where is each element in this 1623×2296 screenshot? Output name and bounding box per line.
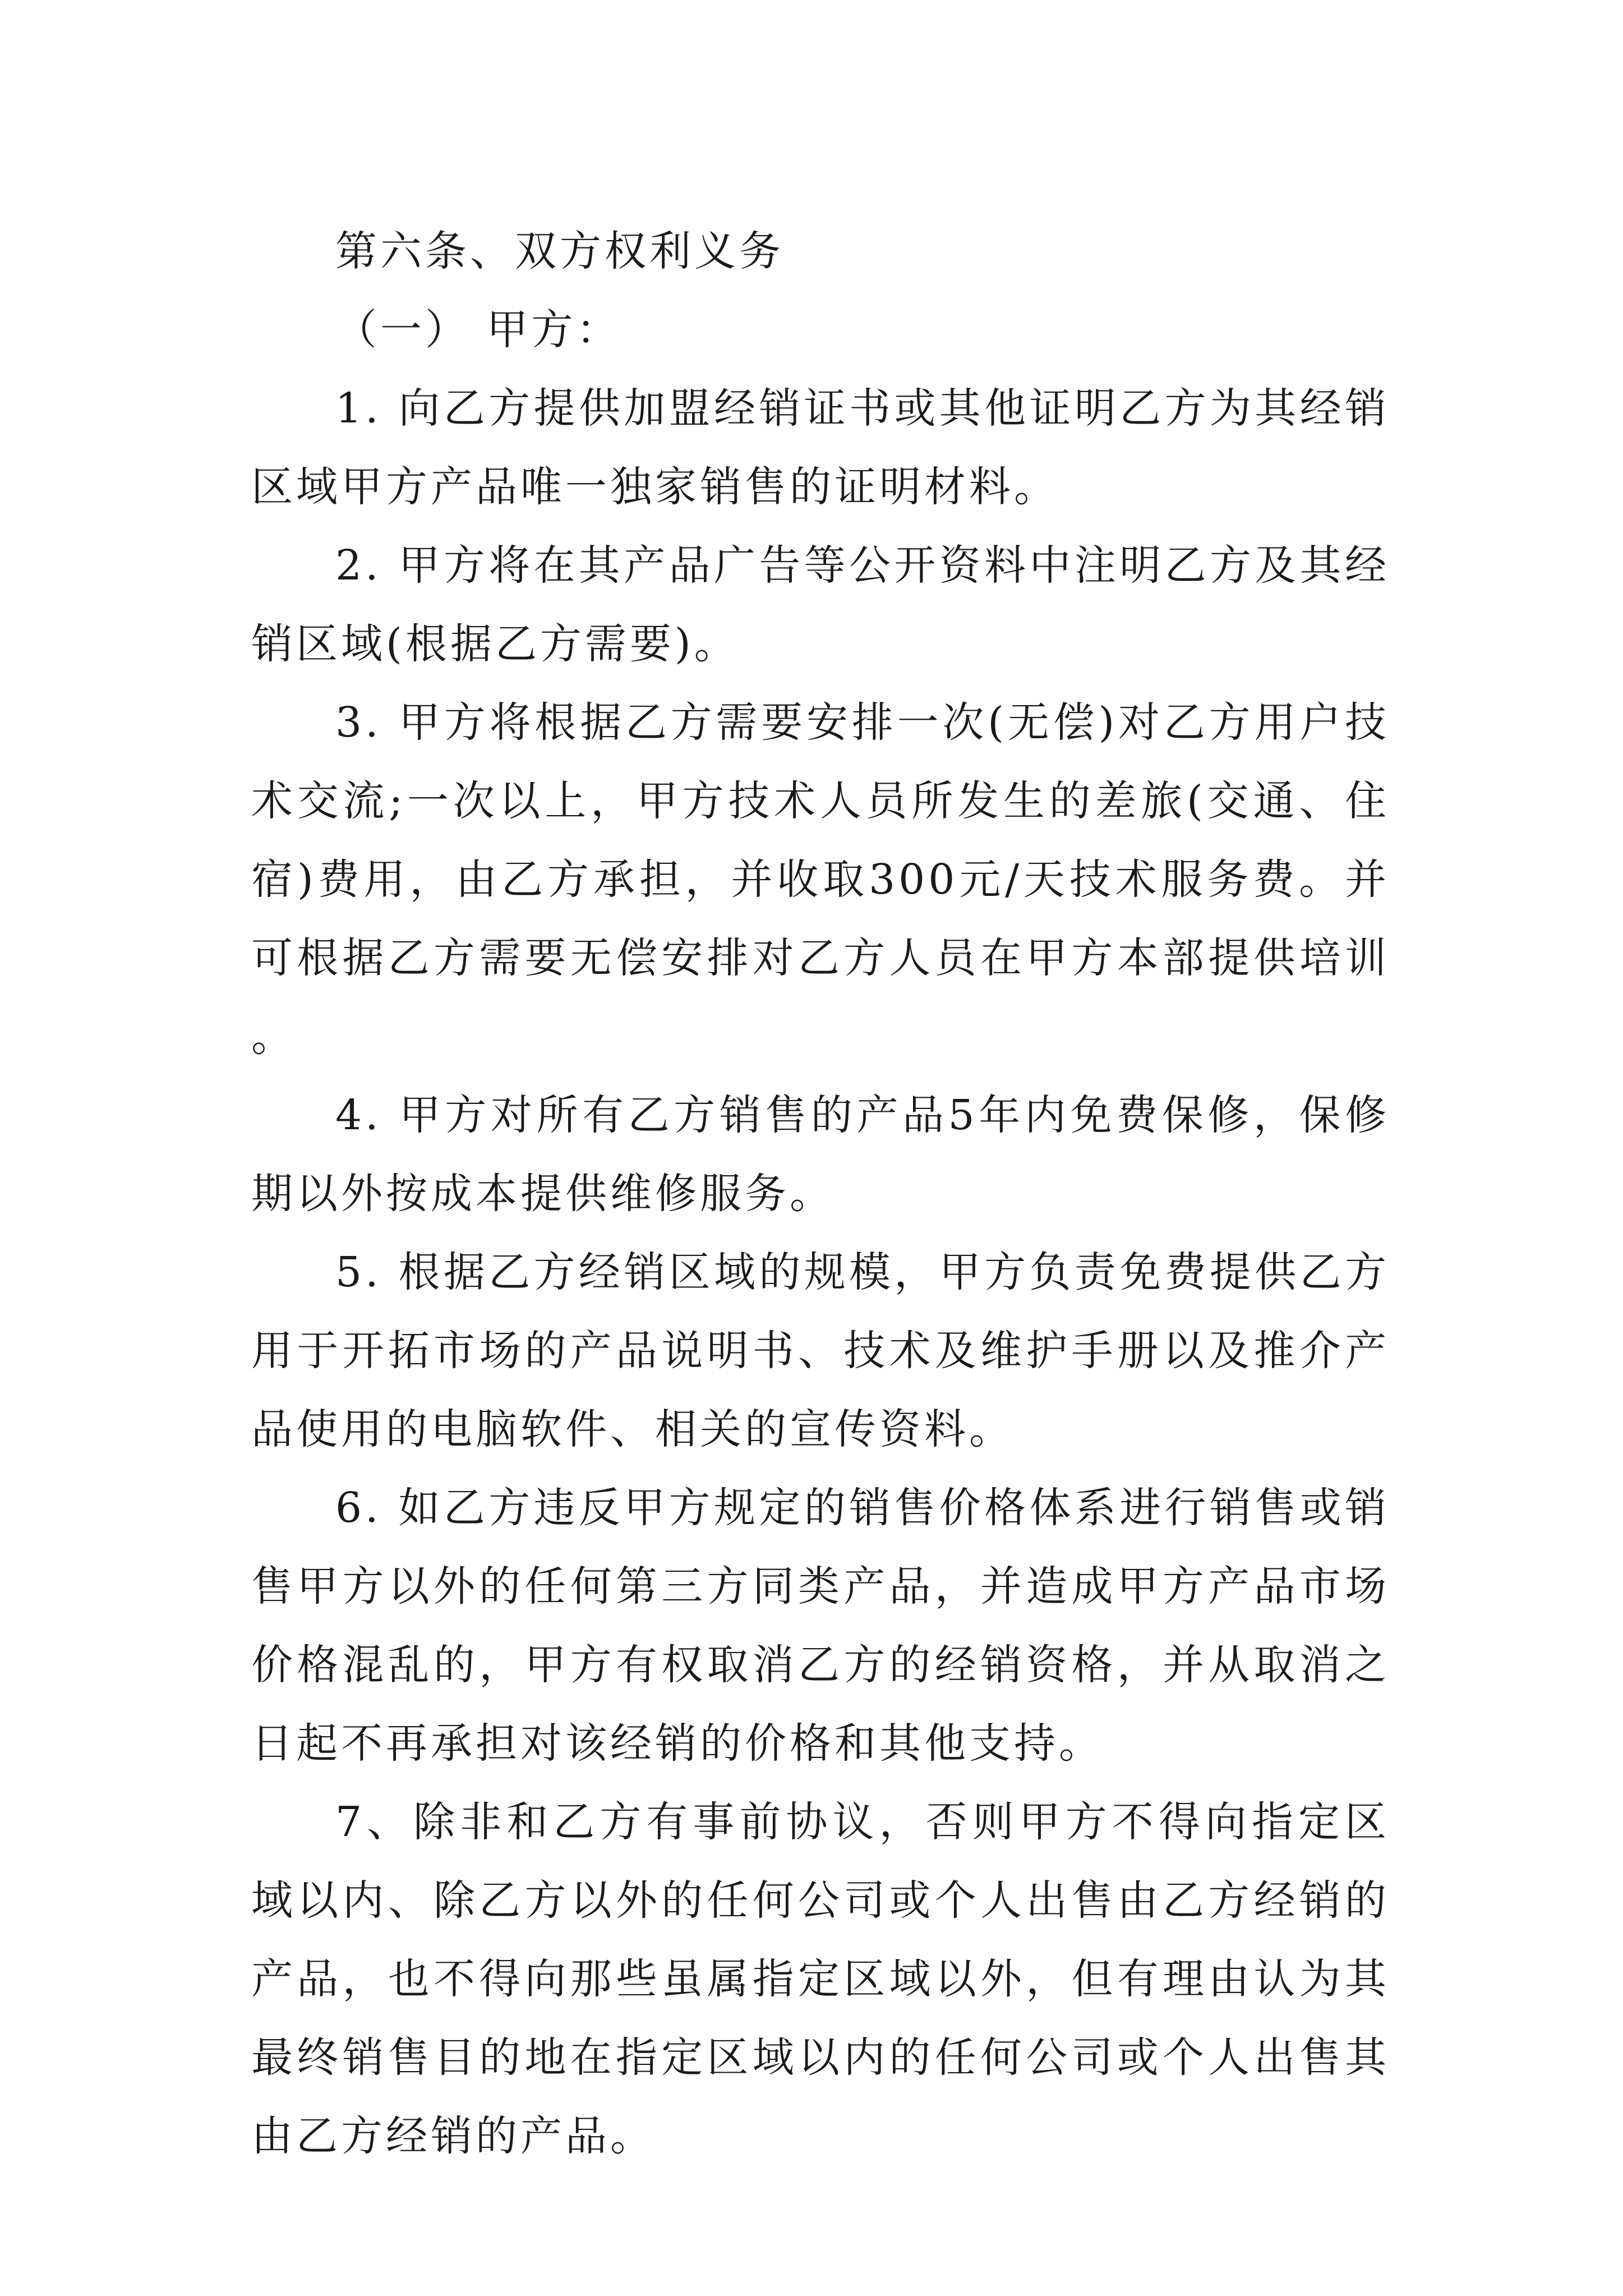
clause-3: 3. 甲方将根据乙方需要安排一次(无偿)对乙方用户技术交流;一次以上，甲方技术人员所发生的差旅(交通、住宿)费用，由乙方承担，并收取300元/天技术服务费。并可根据乙方需要无偿安排对乙方人员在甲方本部提供培训。 <box>251 698 1390 1061</box>
clause-6: 6. 如乙方违反甲方规定的销售价格体系进行销售或销售甲方以外的任何第三方同类产品，并造成甲方产品市场价格混乱的，甲方有权取消乙方的经销资格，并从取消之日起不再承担对该经销的价格和其他支持。 <box>251 1484 1390 1768</box>
section-heading: 第六条、双方权利义务 <box>335 227 784 275</box>
clause-5: 5. 根据乙方经销区域的规模，甲方负责免费提供乙方用于开拓市场的产品说明书、技术及维护手册以及推介产品使用的电脑软件、相关的宣传资料。 <box>251 1248 1390 1453</box>
document-body <box>251 212 1390 2175</box>
clause-4: 4. 甲方对所有乙方销售的产品5年内免费保修，保修期以外按成本提供维修服务。 <box>251 1091 1390 1218</box>
clause-7: 7、除非和乙方有事前协议，否则甲方不得向指定区域以内、除乙方以外的任何公司或个人出售由乙方经销的产品，也不得向那些虽属指定区域以外，但有理由认为其最终销售目的地在指定区域以内的任何公司或个人出售其由乙方经销的产品。 <box>251 1798 1390 2160</box>
clause-1: 1. 向乙方提供加盟经销证书或其他证明乙方为其经销区域甲方产品唯一独家销售的证明材料。 <box>251 384 1390 511</box>
party-a-subheading: （一） 甲方： <box>335 306 621 354</box>
clause-2: 2. 甲方将在其产品广告等公开资料中注明乙方及其经销区域(根据乙方需要)。 <box>251 541 1390 668</box>
